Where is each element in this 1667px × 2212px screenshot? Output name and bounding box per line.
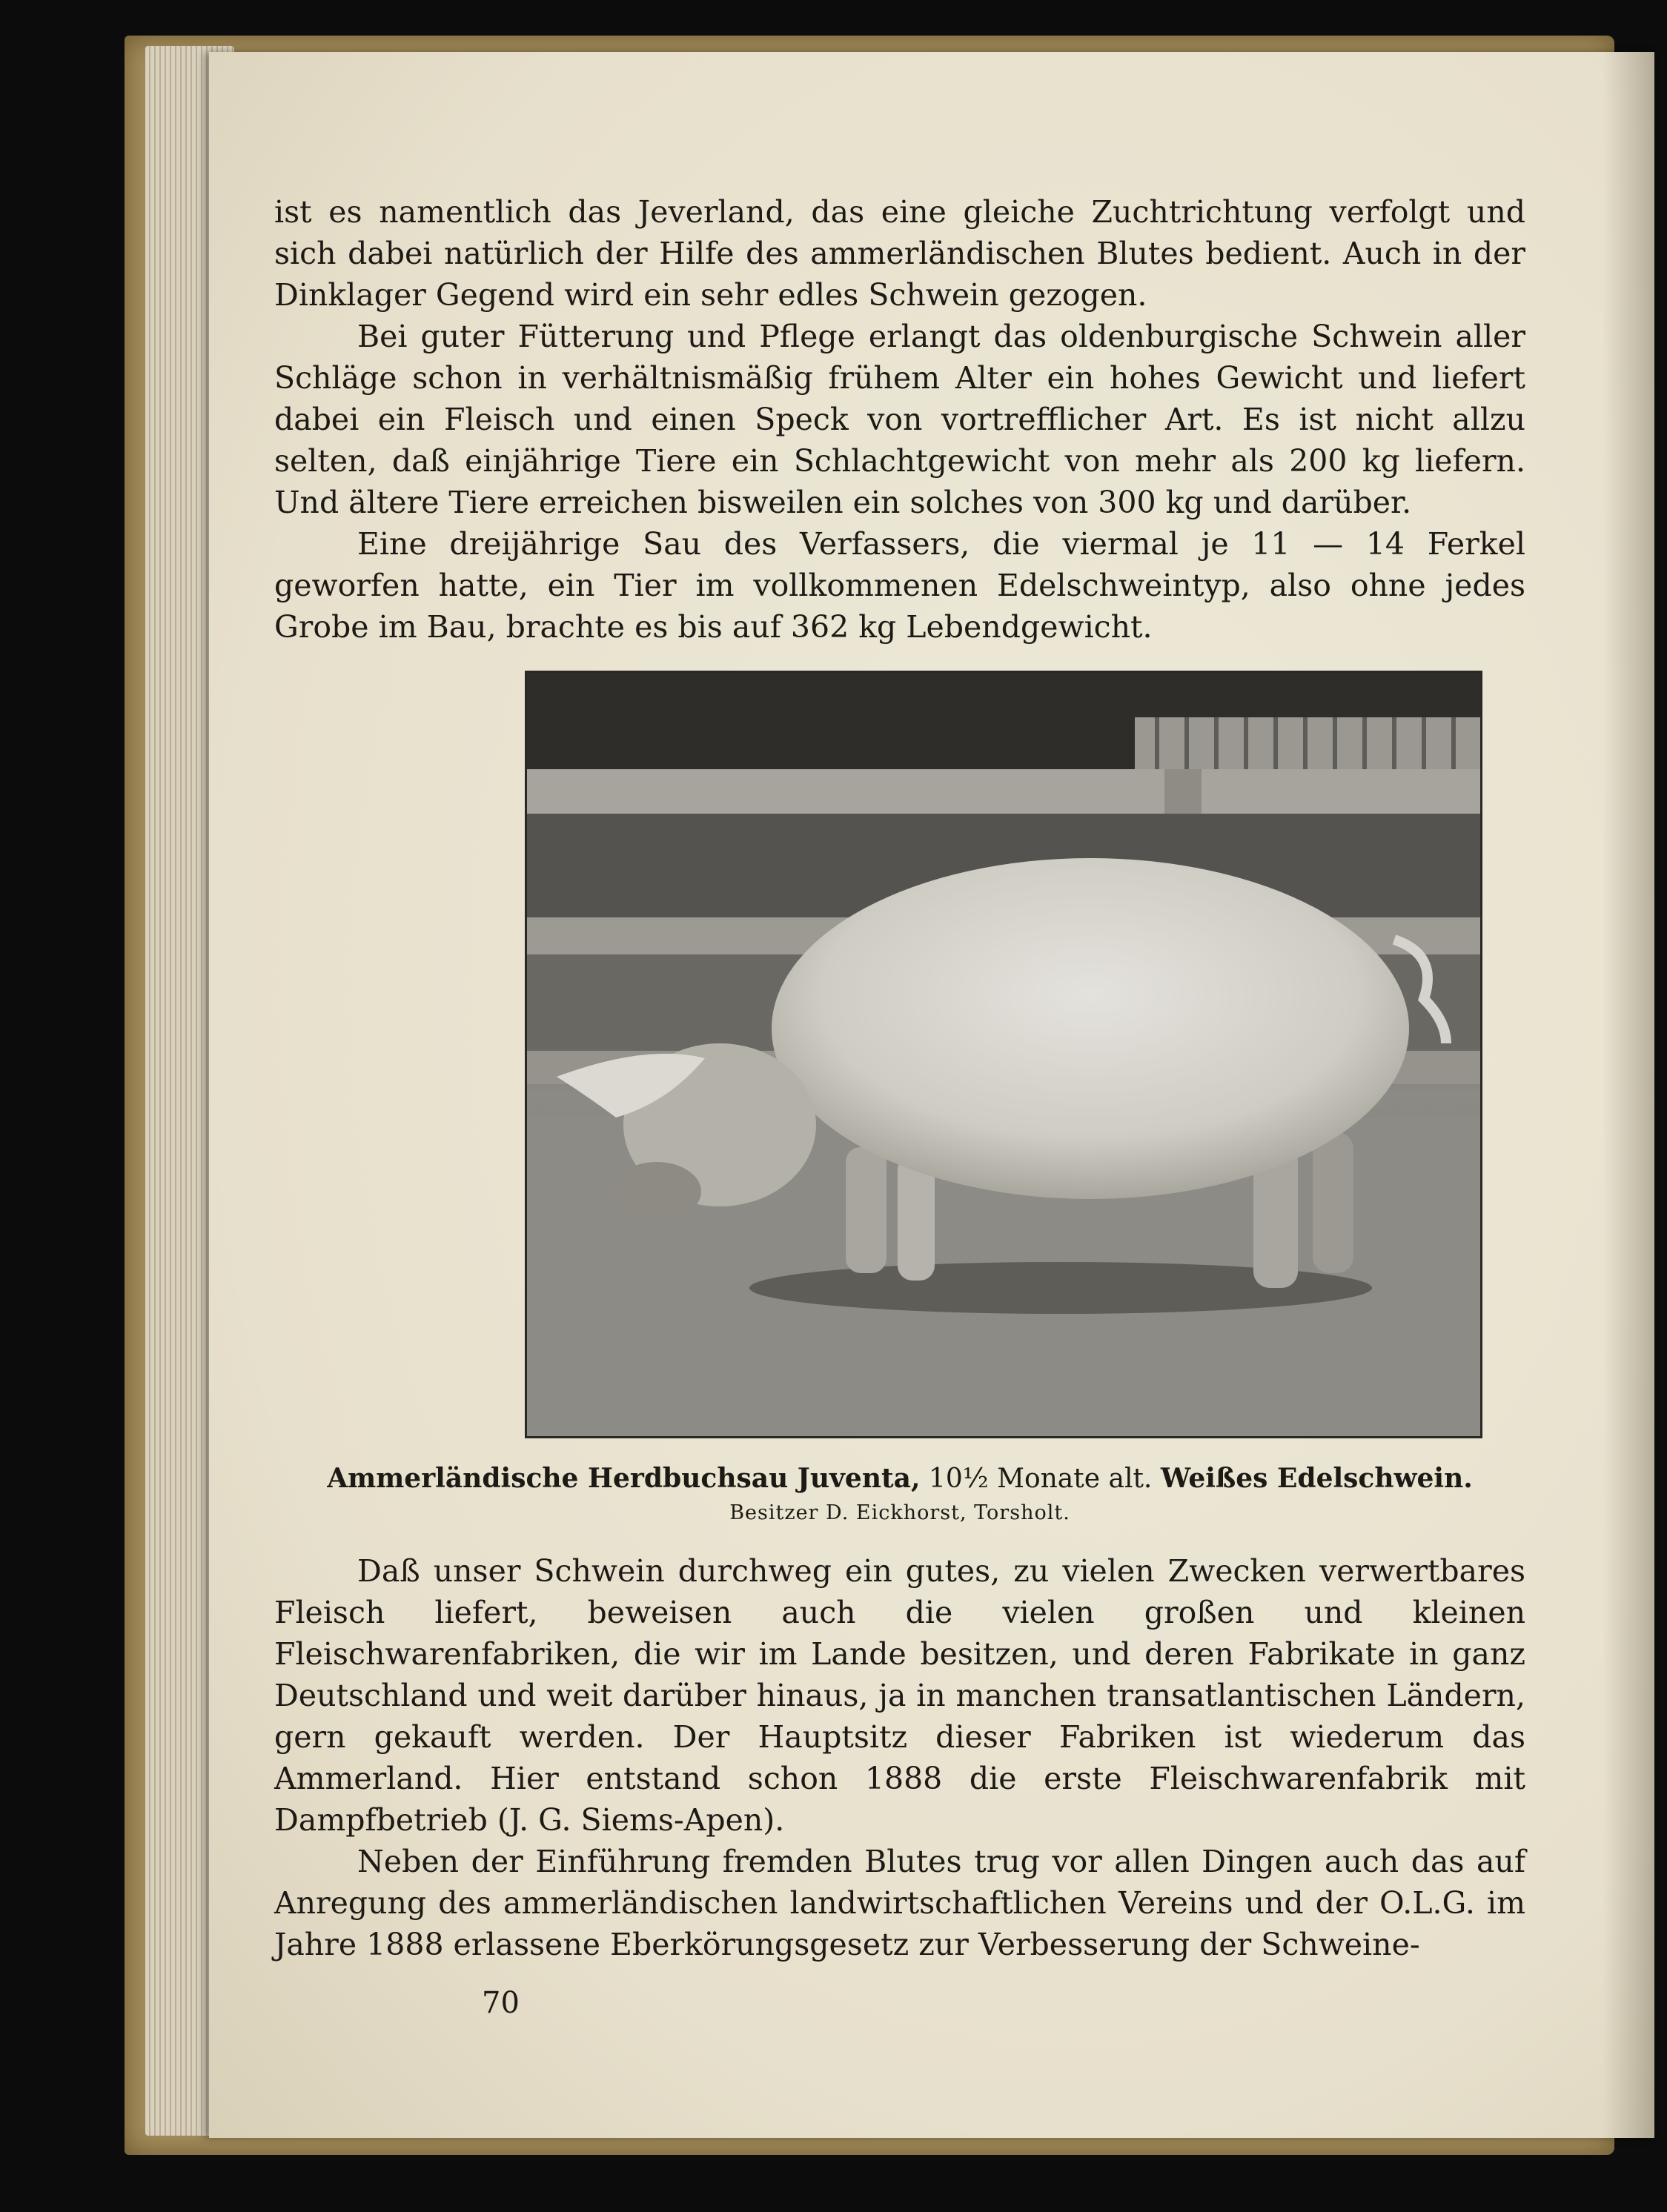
text-block-bottom (274, 1550, 1525, 1965)
caption-age: 10½ Monate alt. (928, 1464, 1153, 1494)
text-block-top (274, 191, 1525, 648)
caption-owner: Besitzer D. Eickhorst, Torsholt. (729, 1501, 1070, 1524)
page-number: 70 (482, 1986, 520, 2020)
pig-photograph (525, 671, 1482, 1438)
pig-photo-illustration (527, 673, 1480, 1436)
paragraph: Neben der Einführung fremden Blutes trug vor allen Dingen auch das auf Anregung des ammerländischen landwirtschaftlichen Vereins und der O.L.G. im Jahre 1888 erlassene Eberkörungsgesetz zur Verbesserung der Schweine- (274, 1844, 1525, 1962)
paragraph: Daß unser Schwein durchweg ein gutes, zu vielen Zwecken verwertbares Fleisch liefert, beweisen auch die vielen großen und kleinen Fleischwarenfabriken, die wir im Lande besitzen, und deren Fabrikate in ganz Deutschland und weit darüber hinaus, ja in manchen transatlantischen Ländern, gern gekauft werden. Der Hauptsitz dieser Fabriken ist wiederum das Ammerland. Hier entstand schon 1888 die erste Fleischwarenfabrik mit Dampfbetrieb (J. G. Siems-Apen). (274, 1553, 1525, 1838)
paragraph: Eine dreijährige Sau des Verfassers, die viermal je 11 — 14 Ferkel geworfen hatte, ein Tier im vollkommenen Edelschweintyp, also ohne jedes Grobe im Bau, brachte es bis auf 362 kg Lebendgewicht. (274, 526, 1525, 645)
paragraph: ist es namentlich das Jeverland, das eine gleiche Zuchtrichtung verfolgt und sich dabei natürlich der Hilfe des ammerländischen Blutes bedient. Auch in der Dinklager Gegend wird ein sehr edles Schwein gezogen. (274, 194, 1525, 313)
caption-breed: Weißes Edelschwein. (1160, 1463, 1473, 1494)
caption-title: Ammerländische Herdbuchsau Juventa, (327, 1463, 921, 1494)
page-gutter-shadow (1603, 52, 1654, 2138)
figure-caption (274, 1461, 1525, 1496)
paragraph: Bei guter Fütterung und Pflege erlangt das oldenburgische Schwein aller Schläge schon in verhältnismäßig frühem Alter ein hohes Gewicht und liefert dabei ein Fleisch und einen Speck von vortrefflicher Art. Es ist nicht allzu selten, daß einjährige Tiere ein Schlachtgewicht von mehr als 200 kg liefern. Und ältere Tiere erreichen bisweilen ein solches von 300 kg und darüber. (274, 319, 1525, 520)
